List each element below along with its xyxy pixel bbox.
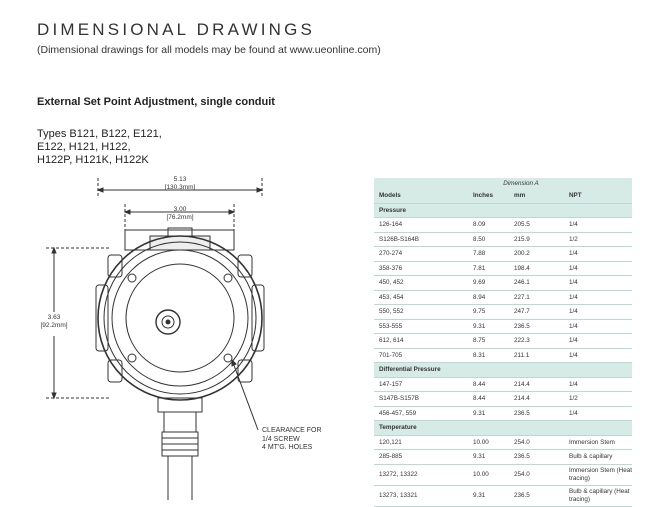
table-row	[374, 305, 632, 320]
dimension-table	[374, 178, 632, 507]
clearance-note	[262, 427, 322, 453]
types-line: Types B121, B122, E121,	[37, 128, 162, 140]
overall-width-inches: 5.13	[173, 176, 187, 183]
table-row	[374, 407, 632, 422]
model-cell: 550, 552	[379, 308, 404, 316]
model-cell: 285-885	[379, 453, 403, 461]
mm-cell: 236.5	[514, 453, 530, 461]
table-body	[374, 204, 632, 507]
inches-cell: 7.88	[473, 250, 486, 258]
npt-cell: 1/4	[569, 380, 578, 388]
table-row	[374, 450, 632, 465]
table-dimension-header-row	[374, 178, 632, 189]
col-header-mm: mm	[514, 192, 526, 200]
inches-cell: 8.75	[473, 337, 486, 345]
model-cell: 553-555	[379, 322, 403, 330]
clearance-line: 4 MT'G. HOLES	[262, 444, 313, 451]
npt-cell: 1/4	[569, 293, 578, 301]
col-header-npt: NPT	[569, 192, 582, 199]
height-mm: [92.2mm]	[40, 322, 68, 329]
page-title: DIMENSIONAL DRAWINGS	[37, 20, 316, 39]
npt-cell: 1/4	[569, 409, 578, 417]
table-row	[374, 486, 632, 507]
mm-cell: 214.4	[514, 380, 530, 388]
table-row	[374, 334, 632, 349]
group-label: Temperature	[379, 424, 417, 432]
col-header-inches: Inches	[473, 192, 493, 200]
model-cell: 126-164	[379, 221, 403, 229]
model-cell: 612, 614	[379, 337, 404, 345]
inches-cell: 8.44	[473, 380, 486, 388]
inner-width-inches: 3.00	[173, 206, 187, 213]
table-header-row	[374, 189, 632, 204]
height-dimension	[34, 314, 74, 330]
npt-cell: Bulb & capillary (Heat tracing)	[569, 488, 630, 503]
group-label: Differential Pressure	[379, 366, 441, 374]
model-cell: 13272, 13322	[379, 471, 418, 478]
mm-cell: 254.0	[514, 438, 530, 446]
mm-cell: 236.5	[514, 322, 530, 330]
section-title: External Set Point Adjustment, single conduit	[37, 96, 275, 108]
npt-cell: Bulb & capillary	[569, 453, 613, 460]
npt-cell: 1/4	[569, 221, 578, 228]
inches-cell: 9.31	[473, 322, 486, 330]
table-row	[374, 392, 632, 407]
model-cell: S147B-S157B	[379, 395, 419, 403]
inches-cell: 9.31	[473, 453, 486, 461]
npt-cell: 1/4	[569, 351, 578, 359]
model-cell: 358-376	[379, 264, 403, 272]
inches-cell: 8.44	[473, 395, 486, 403]
model-cell: 450, 452	[379, 279, 404, 287]
mm-cell: 246.1	[514, 279, 530, 287]
npt-cell: 1/2	[569, 235, 578, 243]
npt-cell: Immersion Stem	[569, 438, 615, 446]
model-cell: 120,121	[379, 438, 402, 446]
inches-cell: 10.00	[473, 471, 489, 478]
table-row	[374, 262, 632, 277]
table-row	[374, 291, 632, 306]
npt-cell: 1/4	[569, 279, 578, 286]
clearance-line: 1/4 SCREW	[262, 435, 300, 443]
inches-cell: 8.50	[473, 235, 486, 243]
npt-cell: 1/2	[569, 395, 578, 402]
overall-width-mm: [130.3mm]	[164, 184, 196, 191]
npt-cell: Immersion Stem (Heat tracing)	[569, 467, 632, 482]
table-row	[374, 276, 632, 291]
table-row	[374, 436, 632, 451]
table-row	[374, 378, 632, 393]
model-cell: 147-157	[379, 380, 403, 388]
inches-cell: 9.31	[473, 409, 486, 417]
model-cell: 701-705	[379, 351, 403, 359]
table-row	[374, 320, 632, 335]
table-row	[374, 349, 632, 364]
model-cell: S126B-S164B	[379, 235, 419, 243]
npt-cell: 1/4	[569, 264, 578, 272]
col-header-models: Models	[379, 192, 401, 200]
mm-cell: 205.5	[514, 221, 530, 229]
mm-cell: 227.1	[514, 293, 530, 301]
types-line: E122, H121, H122,	[37, 141, 131, 153]
table-row	[374, 465, 632, 486]
mm-cell: 198.4	[514, 264, 530, 272]
mm-cell: 247.7	[514, 308, 530, 316]
clearance-line: CLEARANCE FOR	[262, 427, 322, 434]
model-cell: 13273, 13321	[379, 492, 418, 499]
mm-cell: 214.4	[514, 395, 530, 403]
npt-cell: 1/4	[569, 250, 578, 257]
table-row	[374, 218, 632, 233]
inner-width-dimension	[150, 206, 210, 222]
mm-cell: 200.2	[514, 250, 530, 258]
mm-cell: 236.5	[514, 409, 530, 417]
inches-cell: 8.94	[473, 293, 486, 301]
inches-cell: 7.81	[473, 264, 486, 272]
group-label: Pressure	[379, 206, 406, 214]
table-group-header	[374, 204, 632, 219]
mm-cell: 254.0	[514, 471, 530, 478]
page-subtitle: (Dimensional drawings for all models may be found at www.ueonline.com)	[37, 44, 381, 56]
inches-cell: 9.69	[473, 279, 486, 287]
mm-cell: 236.5	[514, 492, 530, 499]
overall-width-dimension	[150, 176, 210, 192]
model-cell: 456-457, 559	[379, 409, 417, 417]
table-row	[374, 233, 632, 248]
inches-cell: 9.31	[473, 492, 486, 499]
height-inches: 3.63	[47, 314, 61, 321]
mm-cell: 222.3	[514, 337, 530, 345]
table-group-header	[374, 421, 632, 436]
npt-cell: 1/4	[569, 308, 578, 315]
model-cell: 453, 454	[379, 293, 404, 301]
table-group-header	[374, 363, 632, 378]
mm-cell: 211.1	[514, 351, 530, 359]
inches-cell: 9.75	[473, 308, 486, 316]
npt-cell: 1/4	[569, 337, 578, 344]
inches-cell: 8.09	[473, 221, 486, 229]
types-line: H122P, H121K, H122K	[37, 154, 149, 166]
model-cell: 270-274	[379, 250, 403, 258]
inner-width-mm: [76.2mm]	[166, 214, 194, 221]
dimension-a-label: Dimension A	[503, 180, 539, 187]
npt-cell: 1/4	[569, 322, 578, 330]
mm-cell: 215.9	[514, 235, 530, 243]
table-row	[374, 247, 632, 262]
inches-cell: 10.00	[473, 438, 489, 446]
inches-cell: 8.31	[473, 351, 486, 359]
